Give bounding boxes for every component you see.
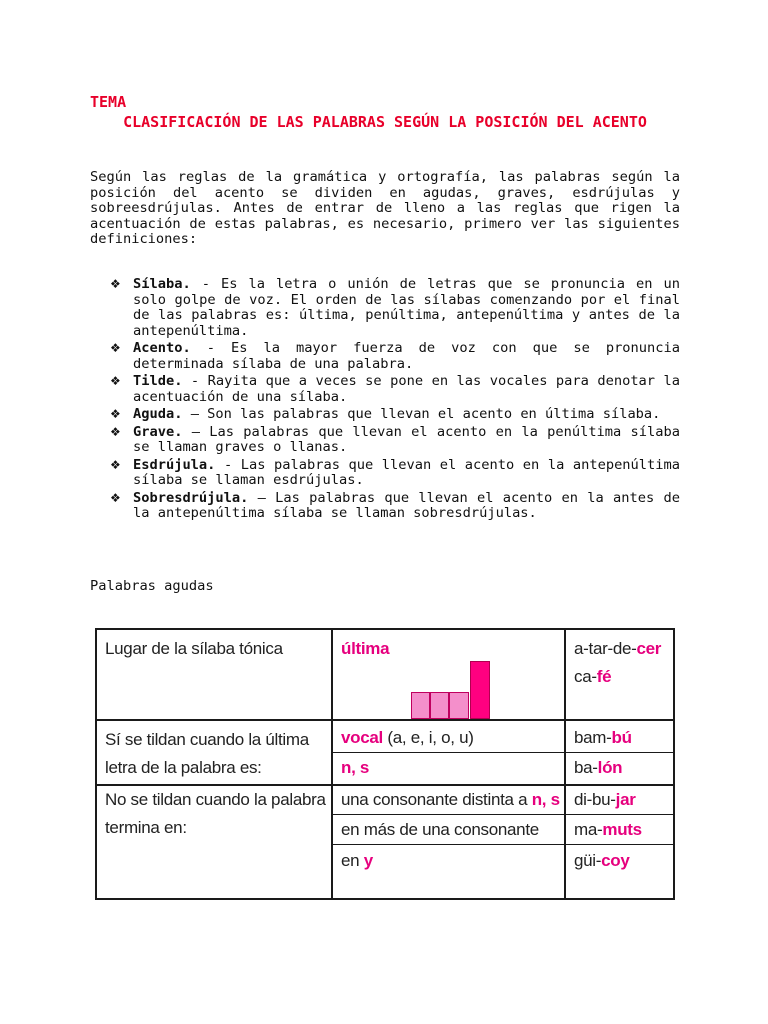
definition-term: Tilde. <box>133 373 183 389</box>
syllable-block <box>449 692 469 719</box>
definition-text: – Las palabras que llevan el acento en la antes de la antepenúltima sílaba se llaman sobresdrújulas. <box>133 489 680 521</box>
example-word-stem: ma- <box>574 820 603 839</box>
definition-term: Sobresdrújula. <box>133 489 249 506</box>
diamond-bullet-icon: ❖ <box>110 424 121 439</box>
example-word-stem: ba- <box>574 758 598 777</box>
definitions-list <box>104 277 680 524</box>
definition-text: – Son las palabras que llevan el acento en última sílaba. <box>182 406 661 422</box>
example-word <box>574 754 622 782</box>
definition-term: Aguda. <box>133 406 183 422</box>
table-cell-condition <box>341 724 474 752</box>
row-divider <box>97 719 673 721</box>
diamond-bullet-icon: ❖ <box>110 277 121 291</box>
table-cell-condition <box>341 786 560 814</box>
example-word-stressed: fé <box>596 667 612 686</box>
table-cell-label: No se tildan cuando la palabra <box>105 790 326 809</box>
definition-term: Grave. <box>133 423 183 440</box>
definition-term: Sílaba. <box>133 276 191 292</box>
accent-rules-table <box>95 628 675 900</box>
table-cell-label: Lugar de la sílaba tónica <box>105 639 283 658</box>
example-word-stressed: cer <box>636 639 662 658</box>
definition-item <box>104 407 680 423</box>
column-divider <box>564 630 566 898</box>
row-divider <box>333 844 673 845</box>
definition-text: – Las palabras que llevan el acento en la penúltima sílaba se llaman graves o llanas. <box>133 423 680 455</box>
table-cell-condition <box>341 847 373 875</box>
definition-item <box>104 341 680 372</box>
definition-text: - Rayita que a veces se pone en las vocales para denotar la acentuación de una sílaba. <box>133 373 680 405</box>
example-word-stressed: bú <box>611 728 632 747</box>
definition-item <box>104 277 680 339</box>
definition-term: Acento. <box>133 340 191 356</box>
definition-item <box>104 458 680 489</box>
diamond-bullet-icon: ❖ <box>110 457 121 472</box>
condition-text: (a, e, i, o, u) <box>382 728 474 747</box>
example-word-stressed: coy <box>601 851 630 870</box>
column-divider <box>331 630 333 898</box>
table-cell-label: Sí se tildan cuando la última <box>105 730 309 749</box>
condition-highlight: vocal <box>341 728 383 747</box>
example-word-stem: güi- <box>574 851 602 870</box>
diamond-bullet-icon: ❖ <box>110 374 121 388</box>
example-word-stem: a-tar-de- <box>574 639 637 658</box>
row-divider <box>333 752 673 753</box>
definition-text: - Es la letra o unión de letras que se pronuncia en un solo golpe de voz. El orden de las sílabas comenzando por el final de las palabras es: última, penúltima, antepenúltima y antes de la antepenúltima. <box>133 276 680 339</box>
example-word-stressed: muts <box>602 820 642 839</box>
example-word <box>574 847 630 875</box>
example-word-stem: di-bu- <box>574 790 616 809</box>
example-word <box>574 635 661 663</box>
definition-text: - Las palabras que llevan el acento en la antepenúltima sílaba se llaman esdrújulas. <box>133 456 680 488</box>
condition-highlight: y <box>363 851 373 870</box>
syllable-block <box>430 692 449 719</box>
definition-item <box>104 491 680 522</box>
example-word <box>574 724 632 752</box>
table-cell-label: letra de la palabra es: <box>105 758 262 777</box>
table-cell-condition: n, s <box>341 758 370 777</box>
page-title: CLASIFICACIÓN DE LAS PALABRAS SEGÚN LA POSICIÓN DEL ACENTO <box>123 113 647 131</box>
diamond-bullet-icon: ❖ <box>110 490 121 505</box>
diamond-bullet-icon: ❖ <box>110 407 121 421</box>
definition-term: Esdrújula. <box>133 456 216 473</box>
stressed-syllable-block <box>470 661 490 719</box>
example-word <box>574 816 642 844</box>
diamond-bullet-icon: ❖ <box>110 341 121 355</box>
definition-text: - Es la mayor fuerza de voz con que se pronuncia determinada sílaba de una palabra. <box>133 340 680 372</box>
example-word <box>574 786 636 814</box>
topic-label: TEMA <box>90 93 127 111</box>
table-cell-condition: en más de una consonante <box>341 820 539 839</box>
example-word-stem: ca- <box>574 667 597 686</box>
definition-item <box>104 425 680 456</box>
section-subheading: Palabras agudas <box>90 578 214 594</box>
intro-paragraph: Según las reglas de la gramática y ortografía, las palabras según la posición del acento se dividen en agudas, graves, esdrújulas y sobreesdrújulas. Antes de entrar de lleno a las reglas que rigen la acentuación de estas palabras, es necesario, primero ver las siguientes definiciones: <box>90 169 680 247</box>
table-cell-position: última <box>341 639 390 658</box>
condition-highlight: n, s <box>531 790 560 809</box>
table-cell-label: termina en: <box>105 818 187 837</box>
definition-item <box>104 374 680 405</box>
example-word-stem: bam- <box>574 728 612 747</box>
syllable-block <box>411 692 430 719</box>
example-word-stressed: lón <box>597 758 623 777</box>
row-divider <box>333 814 673 815</box>
example-word <box>574 663 611 691</box>
condition-text: en <box>341 851 364 870</box>
example-word-stressed: jar <box>615 790 636 809</box>
condition-text: una consonante distinta a <box>341 790 532 809</box>
